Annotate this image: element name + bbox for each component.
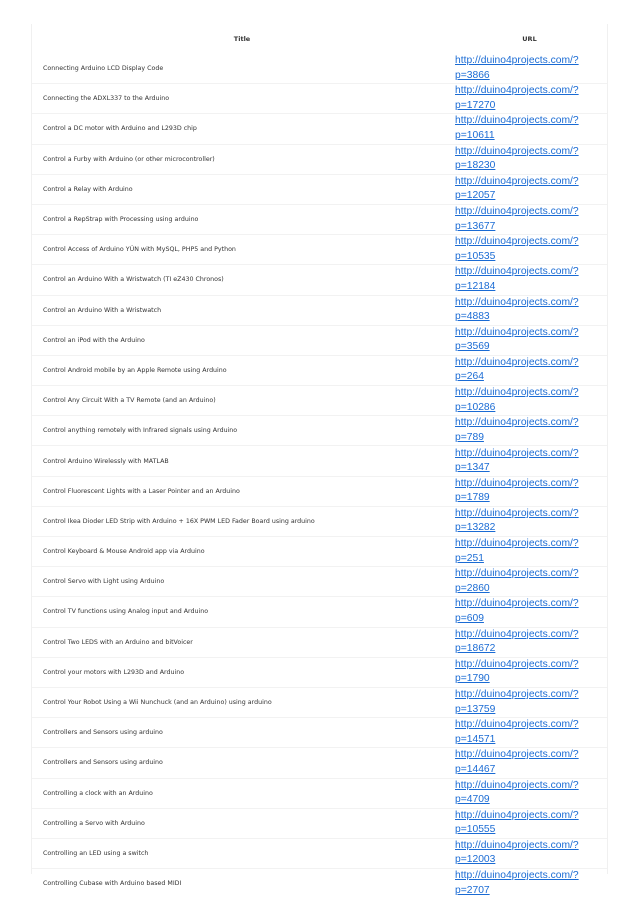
table-row (32, 144, 607, 174)
row-url-link[interactable]: http://duino4projects.com/? (455, 568, 579, 580)
title-column-header: Title (233, 35, 251, 43)
table-row (32, 295, 607, 325)
row-url-cell (452, 718, 607, 748)
table-row (32, 54, 607, 84)
table-row (32, 838, 607, 868)
table-row (32, 174, 607, 204)
row-url-link[interactable]: http://duino4projects.com/? (455, 387, 579, 399)
row-url-link-query[interactable]: p=12003 (455, 854, 496, 866)
row-url-link-query[interactable]: p=251 (455, 552, 484, 564)
link-table-page (32, 24, 607, 898)
table-row (32, 869, 607, 899)
row-url-link-query[interactable]: p=17270 (455, 99, 496, 111)
row-url-cell (452, 174, 607, 204)
row-title: Control anything remotely with Infrared signals using Arduino (32, 416, 452, 446)
table-row (32, 627, 607, 657)
row-title: Controlling an LED using a switch (32, 838, 452, 868)
row-title: Control your motors with L293D and Arduino (32, 657, 452, 687)
table-row (32, 597, 607, 627)
row-title: Control Your Robot Using a Wii Nunchuck (and an Arduino) using arduino (32, 687, 452, 717)
table-row (32, 537, 607, 567)
table-row (32, 325, 607, 355)
row-url-link[interactable]: http://duino4projects.com/? (455, 719, 579, 731)
row-url-link-query[interactable]: p=3866 (455, 69, 490, 81)
row-title: Control Any Circuit With a TV Remote (and an Arduino) (32, 386, 452, 416)
row-url-cell (452, 567, 607, 597)
row-url-cell (452, 627, 607, 657)
row-url-link[interactable]: http://duino4projects.com/? (455, 417, 579, 429)
table-row (32, 748, 607, 778)
row-title: Connecting the ADXL337 to the Arduino (32, 84, 452, 114)
row-url-link[interactable]: http://duino4projects.com/? (455, 85, 579, 97)
row-url-cell (452, 476, 607, 506)
url-column-header: URL (522, 35, 537, 43)
table-row (32, 84, 607, 114)
row-url-link[interactable]: http://duino4projects.com/? (455, 326, 579, 338)
row-url-link-query[interactable]: p=264 (455, 371, 484, 383)
row-url-cell (452, 265, 607, 295)
row-url-link[interactable]: http://duino4projects.com/? (455, 447, 579, 459)
row-url-cell (452, 687, 607, 717)
table-row (32, 265, 607, 295)
row-title: Control a RepStrap with Processing using arduino (32, 204, 452, 234)
row-url-link[interactable]: http://duino4projects.com/? (455, 809, 579, 821)
link-table (32, 24, 607, 898)
row-url-cell (452, 325, 607, 355)
row-url-link-query[interactable]: p=4709 (455, 794, 490, 806)
row-title: Control Fluorescent Lights with a Laser Pointer and an Arduino (32, 476, 452, 506)
row-url-link-query[interactable]: p=13759 (455, 703, 496, 715)
row-title: Controlling Cubase with Arduino based MIDI (43, 880, 182, 888)
row-url-link[interactable]: http://duino4projects.com/? (455, 266, 579, 278)
row-url-link[interactable]: http://duino4projects.com/? (455, 477, 579, 489)
row-url-cell (452, 355, 607, 385)
row-title: Control Keyboard & Mouse Android app via Arduino (32, 537, 452, 567)
table-row (32, 687, 607, 717)
table-row (32, 718, 607, 748)
row-title: Controllers and Sensors using arduino (32, 718, 452, 748)
row-url-cell (452, 204, 607, 234)
row-url-cell (452, 778, 607, 808)
row-url-link[interactable]: http://duino4projects.com/? (455, 779, 579, 791)
table-row (32, 235, 607, 265)
row-title: Connecting Arduino LCD Display Code (32, 54, 452, 84)
row-title: Control Arduino Wirelessly with MATLAB (32, 446, 452, 476)
table-row (32, 114, 607, 144)
row-url-link[interactable]: http://duino4projects.com/? (455, 839, 579, 851)
row-url-link[interactable]: http://duino4projects.com/? (455, 296, 579, 308)
row-url-link[interactable]: http://duino4projects.com/? (455, 206, 579, 218)
row-url-cell (452, 144, 607, 174)
row-url-cell (452, 657, 607, 687)
row-url-link-query[interactable]: p=13677 (455, 220, 496, 232)
table-row (32, 778, 607, 808)
row-url-cell (452, 808, 607, 838)
row-url-link-query[interactable]: p=1789 (455, 492, 490, 504)
table-body (32, 54, 607, 898)
row-url-link-query[interactable]: p=3569 (455, 341, 490, 353)
row-title: Control TV functions using Analog input and Arduino (32, 597, 452, 627)
row-url-link-query[interactable]: p=4883 (455, 311, 490, 323)
table-row (32, 446, 607, 476)
row-url-link[interactable]: http://duino4projects.com/? (455, 628, 579, 640)
row-url-cell (452, 838, 607, 868)
row-url-cell (452, 54, 607, 84)
row-url-link-query[interactable]: p=1347 (455, 462, 490, 474)
table-row (32, 657, 607, 687)
row-url-link-query[interactable]: p=2707 (455, 884, 490, 896)
row-url-link-query[interactable]: p=10555 (455, 824, 496, 836)
row-url-link[interactable]: http://duino4projects.com/? (455, 115, 579, 127)
row-title: Control an iPod with the Arduino (32, 325, 452, 355)
row-url-cell (452, 114, 607, 144)
row-url-link[interactable]: http://duino4projects.com/? (455, 749, 579, 761)
row-url-link-query[interactable]: p=1790 (455, 673, 490, 685)
row-url-link-query[interactable]: p=789 (455, 431, 484, 443)
row-title: Control Servo with Light using Arduino (32, 567, 452, 597)
row-url-cell (452, 446, 607, 476)
row-url-cell (452, 235, 607, 265)
table-row (32, 355, 607, 385)
row-url-link[interactable]: http://duino4projects.com/? (455, 236, 579, 248)
row-url-link[interactable]: http://duino4projects.com/? (455, 356, 579, 368)
row-url-link[interactable]: http://duino4projects.com/? (455, 538, 579, 550)
row-url-link-query[interactable]: p=12184 (455, 280, 496, 292)
row-url-link[interactable]: http://duino4projects.com/? (455, 175, 579, 187)
row-title: Control a DC motor with Arduino and L293D chip (32, 114, 452, 144)
row-url-cell (452, 84, 607, 114)
row-url-link-query[interactable]: p=14571 (455, 733, 496, 745)
row-url-link[interactable]: http://duino4projects.com/? (455, 870, 579, 882)
row-url-link[interactable]: http://duino4projects.com/? (455, 507, 579, 519)
row-title: Controlling a clock with an Arduino (32, 778, 452, 808)
table-row (32, 386, 607, 416)
row-title: Control Two LEDS with an Arduino and bitVoicer (32, 627, 452, 657)
row-url-cell (452, 537, 607, 567)
row-url-link-query[interactable]: p=10611 (455, 129, 495, 141)
row-title: Control an Arduino With a Wristwatch (TI eZ430 Chronos) (32, 265, 452, 295)
row-url-link[interactable]: http://duino4projects.com/? (455, 658, 579, 670)
row-url-link-query[interactable]: p=12057 (455, 190, 496, 202)
table-row (32, 567, 607, 597)
row-url-link[interactable]: http://duino4projects.com/? (455, 55, 579, 67)
row-url-cell (452, 748, 607, 778)
row-url-link-query[interactable]: p=609 (455, 612, 484, 624)
table-row (32, 204, 607, 234)
row-url-cell (452, 597, 607, 627)
row-url-link[interactable]: http://duino4projects.com/? (455, 145, 579, 157)
row-url-link-query[interactable]: p=18230 (455, 160, 496, 172)
row-url-link[interactable]: http://duino4projects.com/? (455, 598, 579, 610)
row-url-link-query[interactable]: p=18672 (455, 643, 496, 655)
table-row (32, 476, 607, 506)
header-row (32, 24, 607, 54)
row-url-cell (452, 295, 607, 325)
row-title: Control a Furby with Arduino (or other microcontroller) (32, 144, 452, 174)
row-title: Control Access of Arduino YÚN with MySQL, PHP5 and Python (32, 235, 452, 265)
row-url-cell (452, 869, 607, 899)
row-url-link[interactable]: http://duino4projects.com/? (455, 689, 579, 701)
row-url-link-query[interactable]: p=13282 (455, 522, 496, 534)
table-row (32, 416, 607, 446)
row-title: Control Android mobile by an Apple Remote using Arduino (32, 355, 452, 385)
row-url-cell (452, 506, 607, 536)
row-url-cell (452, 386, 607, 416)
row-title: Control a Relay with Arduino (32, 174, 452, 204)
row-url-cell (452, 416, 607, 446)
row-url-link-query[interactable]: p=10286 (455, 401, 496, 413)
table-row (32, 808, 607, 838)
row-url-link-query[interactable]: p=2860 (455, 582, 490, 594)
row-title: Controlling a Servo with Arduino (32, 808, 452, 838)
row-title: Control an Arduino With a Wristwatch (32, 295, 452, 325)
row-title: Controllers and Sensors using arduino (32, 748, 452, 778)
table-row (32, 506, 607, 536)
row-url-link-query[interactable]: p=10535 (455, 250, 496, 262)
right-border (607, 24, 608, 874)
row-title: Control Ikea Dioder LED Strip with Arduino + 16X PWM LED Fader Board using arduino (32, 506, 452, 536)
row-url-link-query[interactable]: p=14467 (455, 763, 496, 775)
